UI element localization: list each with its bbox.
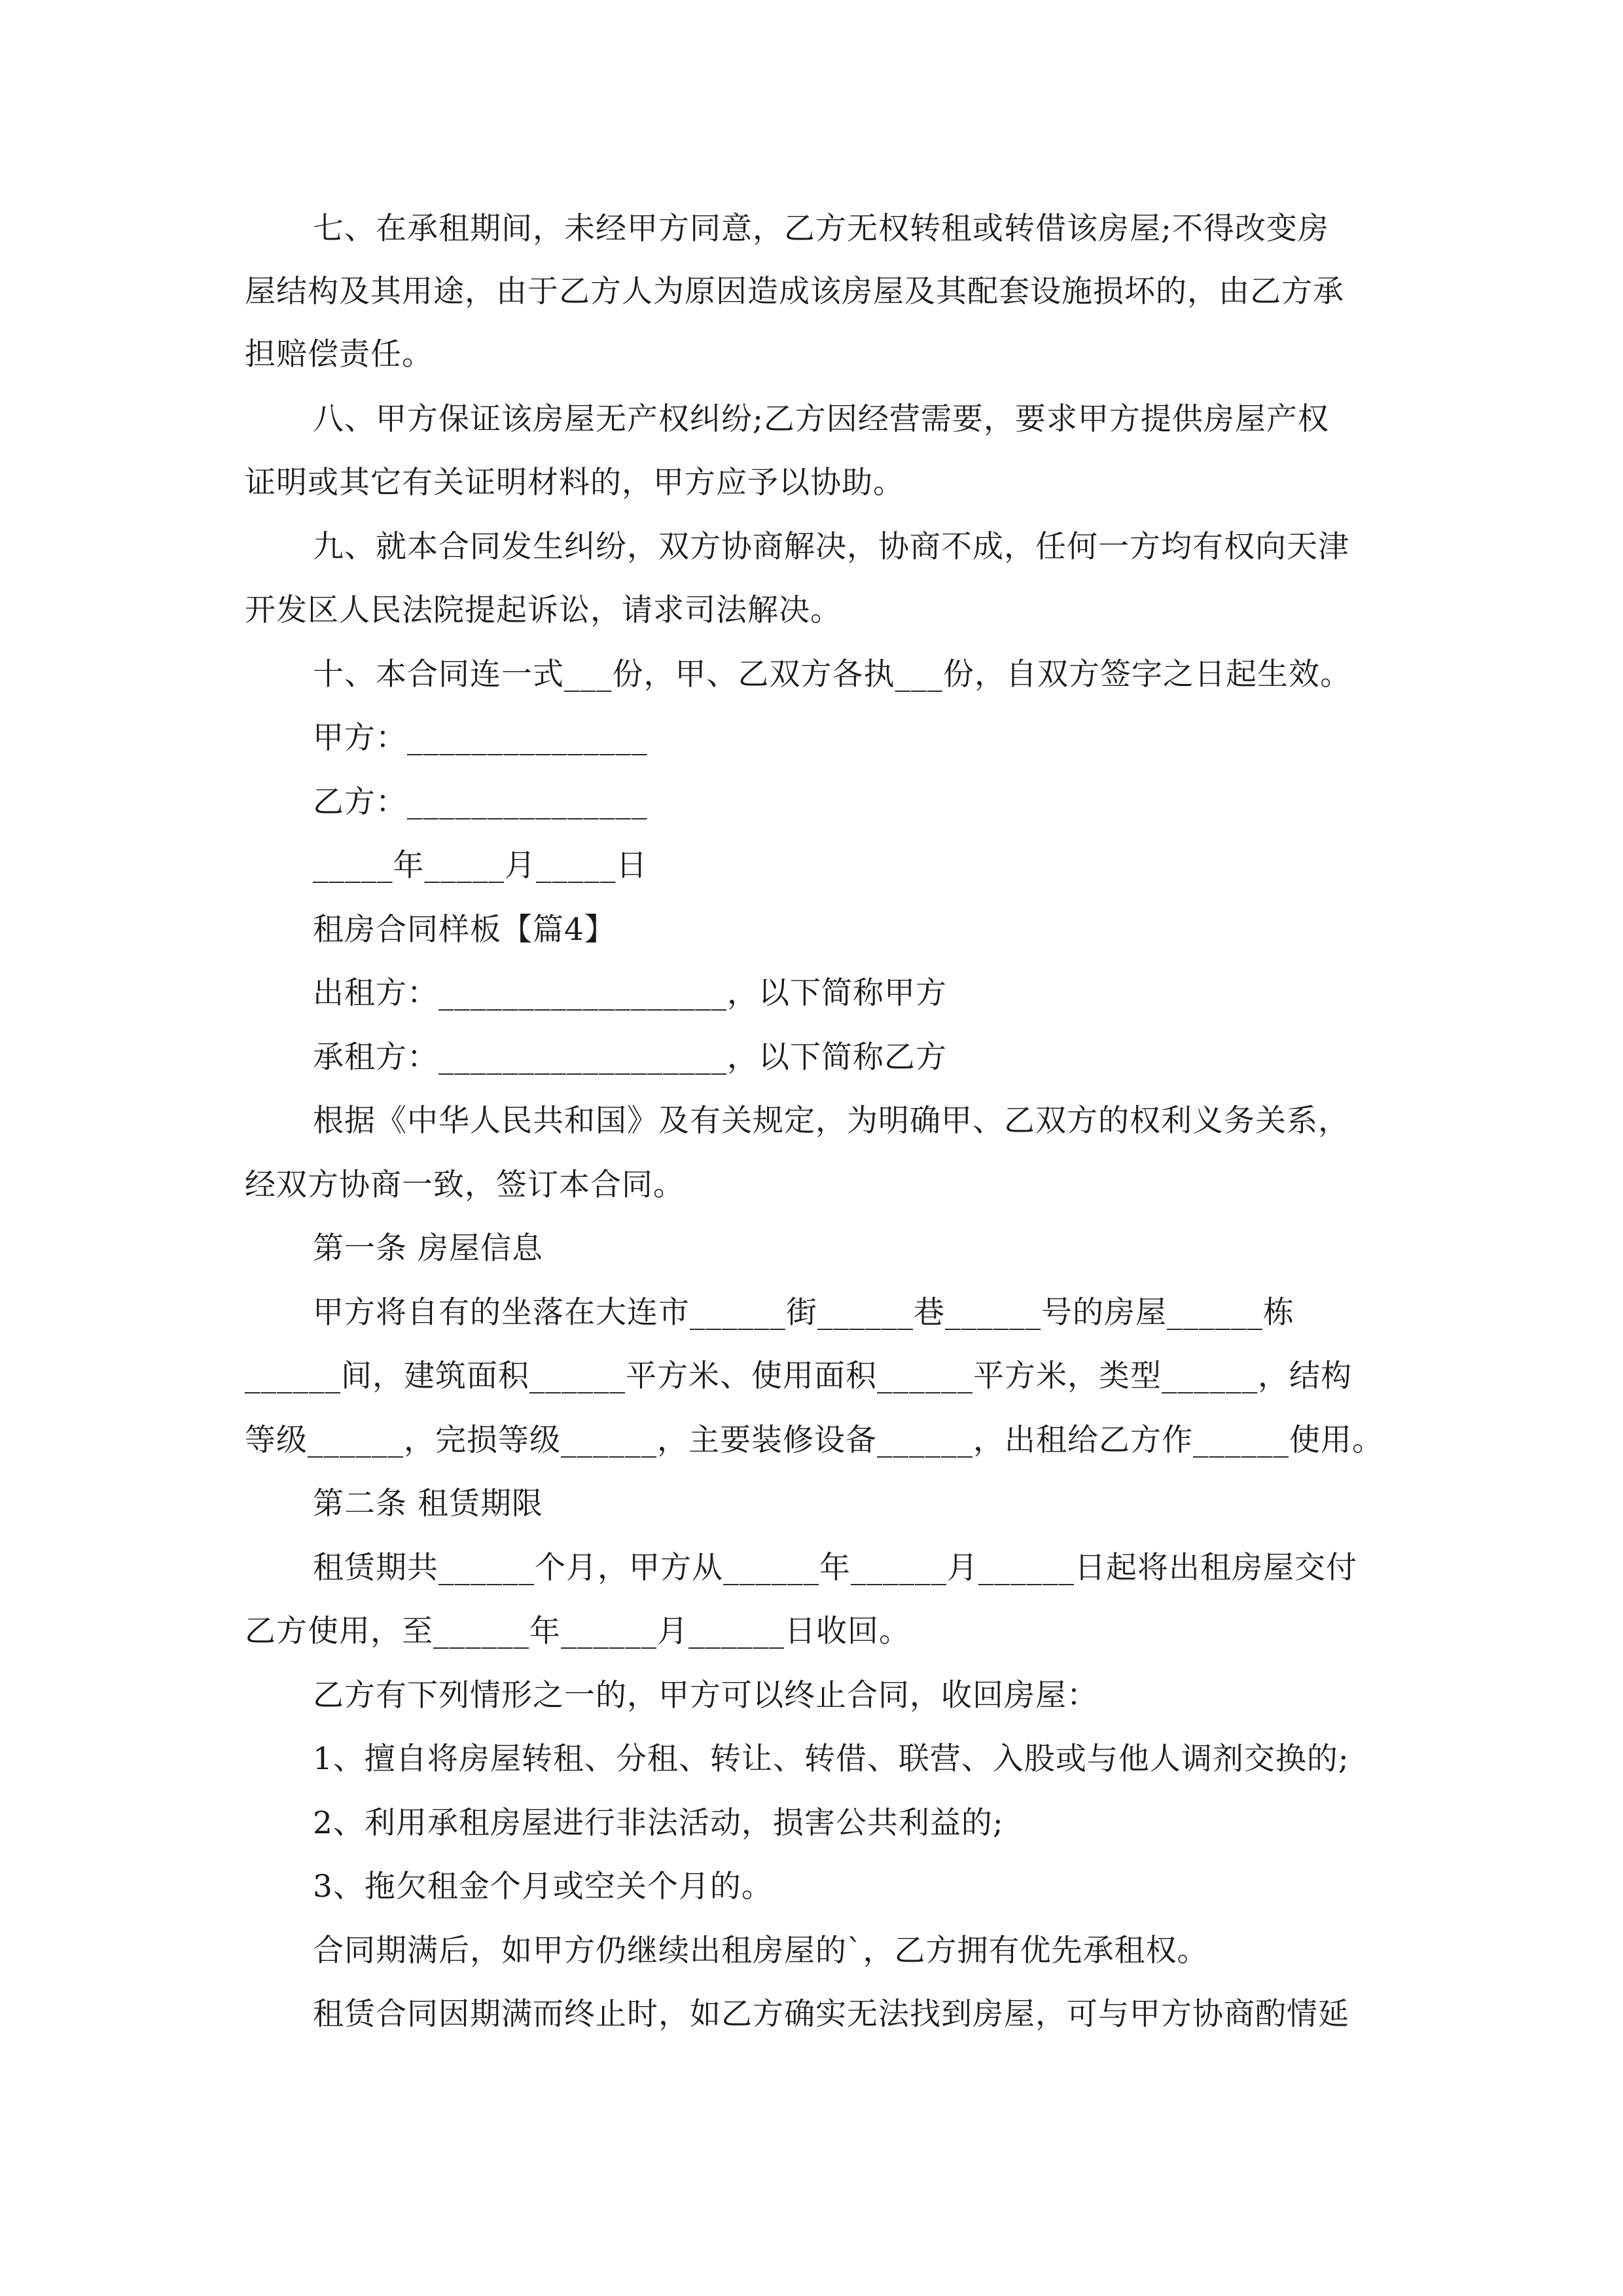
clause-10-line: 十、本合同连一式___份，甲、乙双方各执___份，自双方签字之日起生效。	[313, 656, 1351, 692]
renewal-line: 合同期满后，如甲方仍继续出租房屋的`，乙方拥有优先承租权。	[313, 1933, 1209, 1969]
preamble-line-2: 经双方协商一致，签订本合同。	[245, 1167, 685, 1203]
clause-9-line-2: 开发区人民法院提起诉讼，请求司法解决。	[245, 592, 842, 628]
article-1-heading: 第一条 房屋信息	[313, 1230, 543, 1266]
lessee-line: 承租方：__________________，以下简称乙方	[313, 1039, 947, 1075]
party-b-signature-line: 乙方：_______________	[313, 784, 648, 820]
clause-7-line-3: 担赔偿责任。	[245, 336, 433, 372]
termination-item-2: 2、利用承租房屋进行非法活动，损害公共利益的;	[313, 1805, 1004, 1841]
article-1-line-3: 等级______，完损等级______，主要装修设备______，出租给乙方作______使用。	[245, 1422, 1383, 1458]
clause-7-line-1: 七、在承租期间，未经甲方同意，乙方无权转租或转借该房屋;不得改变房	[313, 211, 1329, 247]
termination-item-3: 3、拖欠租金个月或空关个月的。	[313, 1869, 773, 1905]
lessor-line: 出租方：__________________，以下简称甲方	[313, 975, 947, 1011]
section-heading: 租房合同样板【篇4】	[313, 912, 616, 948]
clause-7-line-2: 屋结构及其用途，由于乙方人为原因造成该房屋及其配套设施损坏的，由乙方承	[245, 274, 1344, 310]
article-1-line-1: 甲方将自有的坐落在大连市______街______巷______号的房屋______栋	[313, 1295, 1294, 1331]
extension-line: 租赁合同因期满而终止时，如乙方确实无法找到房屋，可与甲方协商酌情延	[313, 1996, 1349, 2032]
party-a-signature-line: 甲方：_______________	[313, 720, 648, 756]
article-2-line-1: 租赁期共______个月，甲方从______年______月______日起将出租房屋交付	[313, 1550, 1357, 1586]
article-1-line-2: ______间，建筑面积______平方米、使用面积______平方米，类型______，结构	[245, 1358, 1352, 1394]
clause-9-line-1: 九、就本合同发生纠纷，双方协商解决，协商不成，任何一方均有权向天津	[313, 529, 1349, 565]
clause-8-line-2: 证明或其它有关证明材料的，甲方应予以协助。	[245, 465, 904, 501]
termination-intro: 乙方有下列情形之一的，甲方可以终止合同，收回房屋：	[313, 1677, 1098, 1713]
preamble-line-1: 根据《中华人民共和国》及有关规定，为明确甲、乙双方的权利义务关系，	[313, 1103, 1349, 1139]
article-2-line-2: 乙方使用，至______年______月______日收回。	[245, 1613, 910, 1649]
termination-item-1: 1、擅自将房屋转租、分租、转让、转借、联营、入股或与他人调剂交换的;	[313, 1741, 1349, 1777]
clause-8-line-1: 八、甲方保证该房屋无产权纠纷;乙方因经营需要，要求甲方提供房屋产权	[313, 401, 1329, 437]
signing-date-line: _____年_____月_____日	[313, 848, 648, 884]
article-2-heading: 第二条 租赁期限	[313, 1486, 543, 1522]
